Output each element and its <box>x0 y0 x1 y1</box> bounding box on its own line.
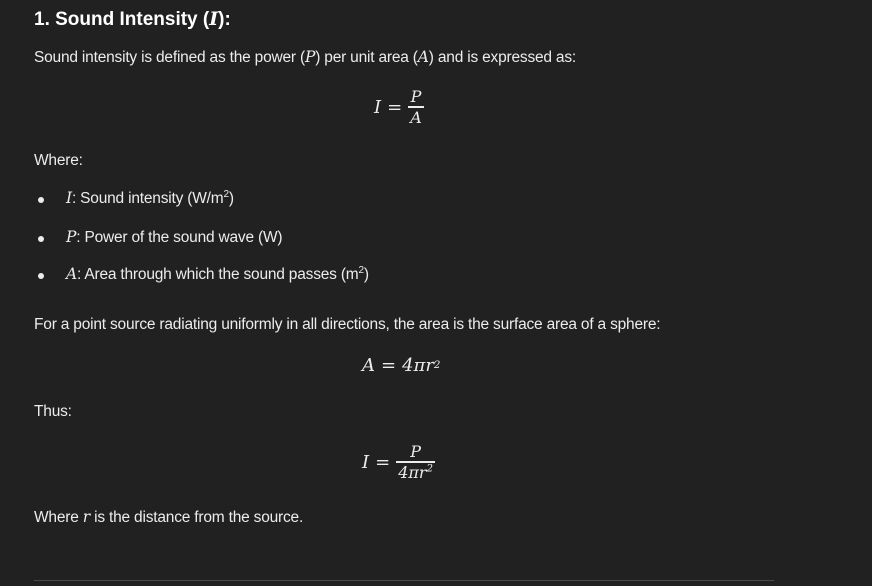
bullet-dot <box>38 236 44 242</box>
heading-symbol: I <box>209 8 219 30</box>
bullet-dot <box>38 197 44 203</box>
eq3-denominator: $4\pi r^2$ <box>398 462 433 482</box>
eq1-lhs: I <box>374 97 382 119</box>
intro-paragraph: Sound intensity is defined as the power (P) per unit area (A) and is expressed as: <box>34 48 577 66</box>
distance-symbol: r <box>82 508 90 526</box>
eq1-numerator: P <box>410 87 422 106</box>
thus-label: Thus: <box>34 403 72 420</box>
final-paragraph: Where r is the distance from the source. <box>34 508 304 526</box>
heading-text: 1. Sound Intensity ( <box>34 9 210 30</box>
area-symbol: A <box>417 48 429 66</box>
power-symbol: P <box>304 48 316 66</box>
section-heading <box>34 8 231 31</box>
eq3-lhs: I <box>362 452 370 474</box>
point-source-paragraph: For a point source radiating uniformly in all directions, the area is the surface area of a sphere: <box>34 316 661 333</box>
where-label: Where: <box>34 152 83 169</box>
equation-intensity-sphere <box>362 443 435 483</box>
eq2-rhs: 4πr <box>402 355 434 376</box>
bullet-intensity: I: Sound intensity $(W/m^2)$ <box>66 188 234 207</box>
eq1-denominator: A <box>410 107 422 127</box>
eq2-lhs: A <box>362 355 375 376</box>
eq3-op: = <box>375 452 391 474</box>
eq1-op: = <box>387 97 403 119</box>
equation-intensity <box>374 88 424 128</box>
bottom-divider <box>34 580 774 581</box>
eq3-fraction <box>396 443 435 483</box>
bullet-dot <box>38 273 44 279</box>
equation-sphere-area: A = 4πr 2 <box>362 355 441 376</box>
heading-close: ): <box>218 9 231 30</box>
eq2-op: = <box>381 355 397 376</box>
bullet-power: P: Power of the sound wave (W) <box>66 228 283 246</box>
bullet-area: A: Area through which the sound passes $(m^2)$ <box>66 264 369 283</box>
eq3-numerator: P <box>410 442 421 461</box>
eq1-fraction <box>408 88 424 128</box>
